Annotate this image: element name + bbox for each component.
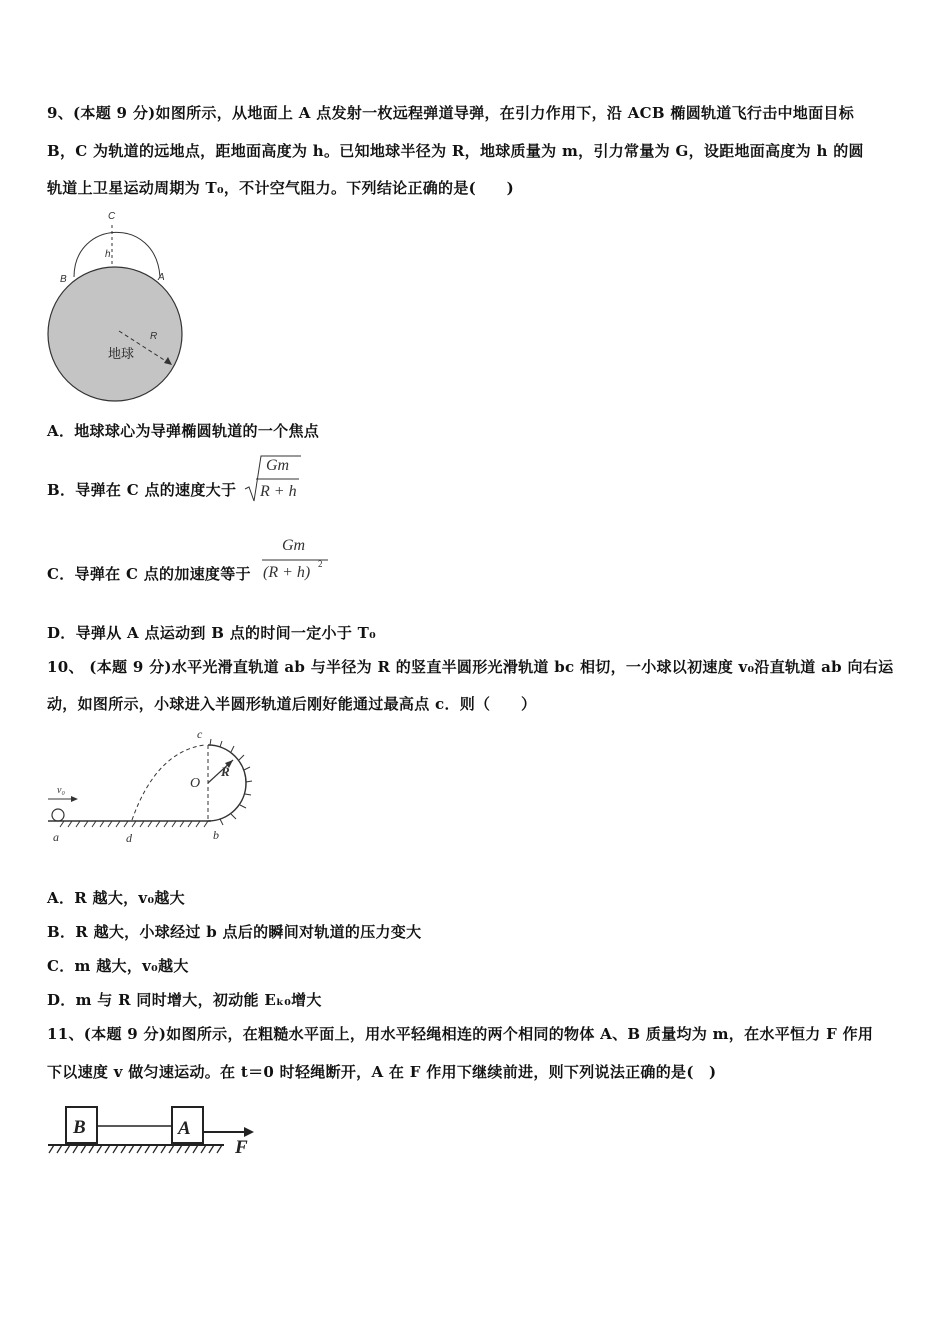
q11-blocks-figure [44, 1095, 264, 1165]
q10-option-b: B．R 越大，小球经过 b 点后的瞬间对轨道的压力变大 [47, 923, 422, 941]
fig-label-block-b: B [73, 1117, 86, 1138]
q11-stem-line1: 11、(本题 9 分)如图所示，在粗糙水平面上，用水平轻绳相连的两个相同的物体 A、B 质量均为 m，在水平恒力 F 作用 [47, 1025, 874, 1043]
fig-label-b-point: b [213, 828, 219, 842]
q9-b-denominator: R + h [260, 483, 297, 500]
q9-option-a: A．地球球心为导弹椭圆轨道的一个焦点 [47, 422, 320, 440]
q9-stem-line2: B，C 为轨道的远地点，距地面高度为 h。已知地球半径为 R，地球质量为 m，引力常量为 G，设距地面高度为 h 的圆 [47, 142, 864, 160]
fig-label-a: A [158, 272, 165, 283]
fig-label-r-radius: R [221, 764, 230, 779]
q9-c-numerator: Gm [282, 537, 306, 554]
fig-label-block-a: A [178, 1118, 191, 1139]
q9-stem-line1: 9、(本题 9 分)如图所示，从地面上 A 点发射一枚远程弹道导弹，在引力作用下，沿 ACB 椭圆轨道飞行击中地面目标 [47, 104, 854, 122]
q10-option-a: A．R 越大，v₀越大 [47, 889, 185, 907]
fig-label-earth: 地球 [108, 347, 135, 362]
q9-earth-figure [44, 205, 189, 410]
q9-option-d: D．导弹从 A 点运动到 B 点的时间一定小于 T₀ [47, 624, 376, 642]
q10-stem-line1: 10、 (本题 9 分)水平光滑直轨道 ab 与半径为 R 的竖直半圆形光滑轨道 bc 相切，一小球以初速度 v₀沿直轨道 ab 向右运 [47, 658, 894, 676]
q9-c-denominator: (R + h) [263, 564, 311, 581]
fig-label-v0: v₀ [57, 785, 65, 796]
q10-stem-line2: 动，如图所示，小球进入半圆形轨道后刚好能通过最高点 c．则（ ） [47, 695, 537, 713]
fig-label-d-point: d [126, 831, 132, 845]
q9-option-b: B．导弹在 C 点的速度大于 [47, 481, 237, 499]
q9-option-c: C．导弹在 C 点的加速度等于 [47, 565, 251, 583]
fig-label-b: B [60, 274, 67, 285]
q11-stem-line2: 下以速度 v 做匀速运动。在 t＝0 时轻绳断开，A 在 F 作用下继续前进，则下列说法正确的是( ) [47, 1063, 717, 1081]
fig-label-c-point: c [197, 727, 203, 741]
fig-label-h: h [105, 249, 111, 260]
q9-c-exponent: 2 [318, 559, 323, 569]
fig-label-c: C [108, 211, 116, 222]
fig-label-o-center: O [190, 776, 201, 791]
q10-option-d: D．m 与 R 同时增大，初动能 Eₖ₀增大 [47, 991, 322, 1009]
fig-label-r: R [150, 331, 158, 342]
q9-stem-line3: 轨道上卫星运动周期为 T₀，不计空气阻力。下列结论正确的是( ) [47, 179, 515, 197]
earth-circle [48, 267, 182, 401]
fig-label-force-f: F [235, 1137, 248, 1158]
q9-b-numerator: Gm [266, 457, 290, 474]
q10-track-figure [44, 722, 259, 847]
q10-option-c: C．m 越大，v₀越大 [47, 957, 189, 975]
fig-label-a-point: a [53, 830, 59, 844]
